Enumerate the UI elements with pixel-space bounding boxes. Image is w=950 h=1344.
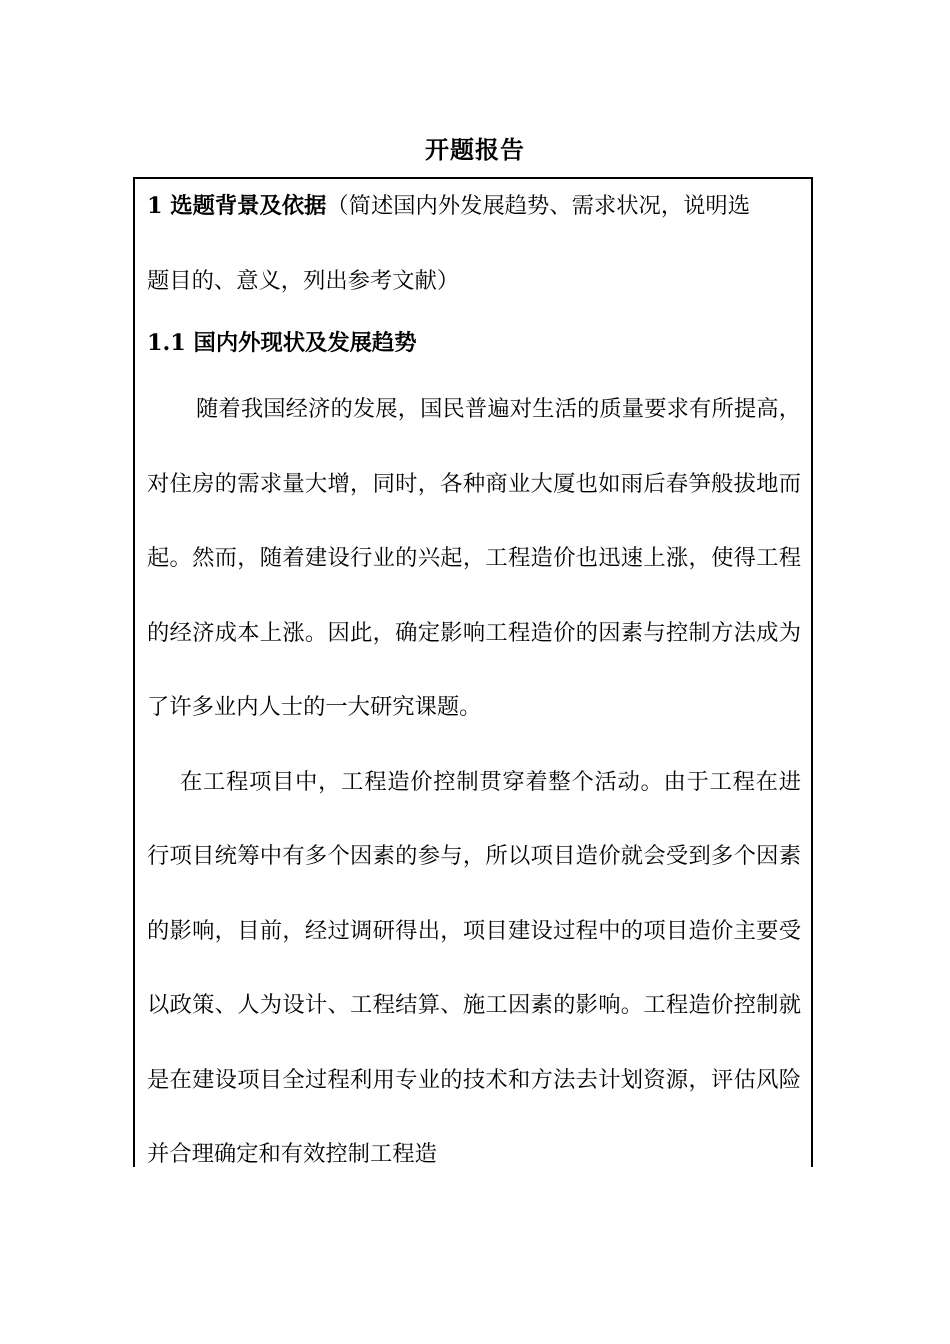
body-paragraph: 在工程项目中，工程造价控制贯穿着整个活动。由于工程在进行项目统筹中有多个因素的参与，所以项目造价就会受到多个因素的影响，目前，经过调研得出，项目建设过程中的项目造价主要受以政策、人为设计、工程结算、施工因素的影响。工程造价控制就是在建设项目全过程利用专业的技术和方法去计划资源，评估风险并合理确定和有效控制工程造: [147, 768, 801, 1167]
subsection-heading: [147, 324, 801, 362]
report-table-cell: [133, 177, 813, 1167]
page-title: 开题报告: [425, 135, 525, 164]
section-heading-note-continued: 题目的、意义，列出参考文献）: [147, 268, 460, 294]
section-heading: [147, 187, 801, 225]
section-heading-title: 1 选题背景及依据: [147, 193, 327, 219]
subsection-heading-title: 1.1 国内外现状及发展趋势: [147, 330, 417, 356]
body-paragraph: 随着我国经济的发展，国民普遍对生活的质量要求有所提高，对住房的需求量大增，同时，各种商业大厦也如雨后春笋般拔地而起。然而，随着建设行业的兴起，工程造价也迅速上涨，使得工程的经济成本上涨。因此，确定影响工程造价的因素与控制方法成为了许多业内人士的一大研究课题。: [147, 396, 801, 720]
report-content: [147, 179, 801, 1167]
section-heading-note: （简述国内外发展趋势、需求状况，说明选: [326, 193, 751, 219]
